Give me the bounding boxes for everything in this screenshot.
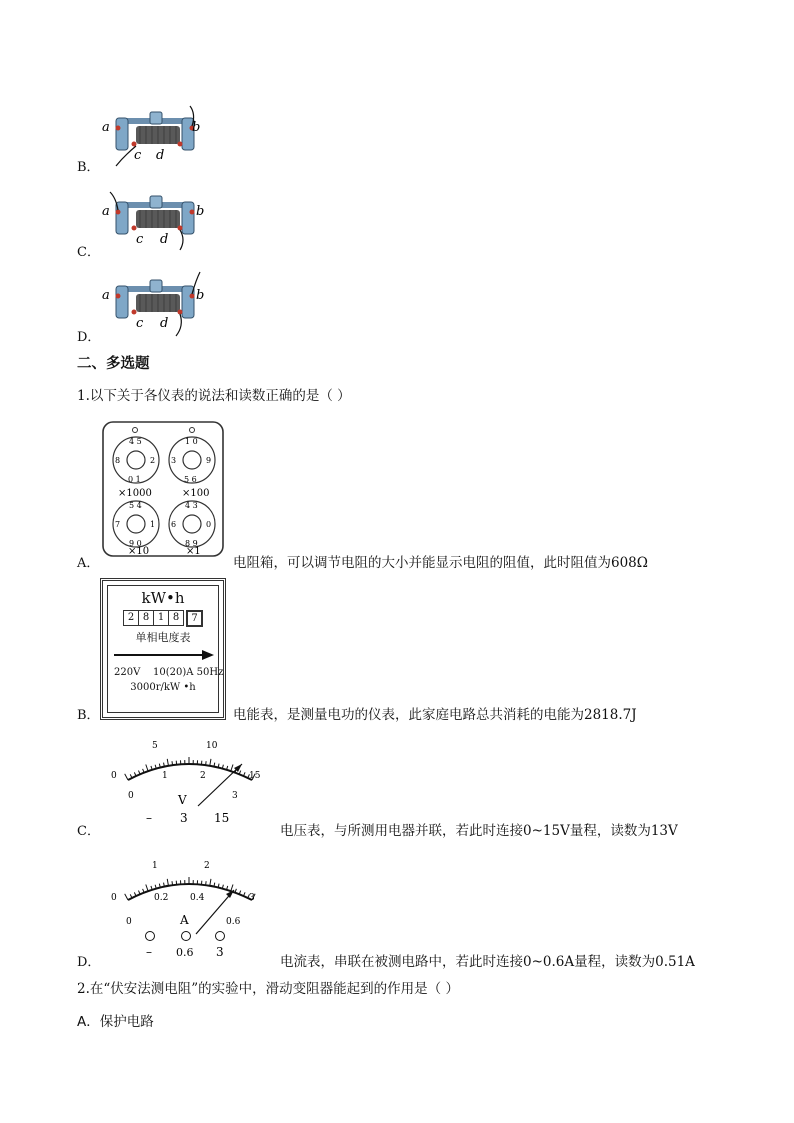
digit: 2 <box>123 610 139 626</box>
terminal-a: a <box>102 120 110 135</box>
multiplier-100: ×100 <box>182 488 210 499</box>
scale-tick <box>125 894 128 900</box>
upper-tick-label: 1 <box>152 861 158 871</box>
terminal-c: c <box>134 148 142 163</box>
terminal-d: d <box>160 316 169 331</box>
terminal-d: d <box>160 232 169 247</box>
lower-tick-label: 0.2 <box>154 893 169 903</box>
dial-10 <box>113 501 159 548</box>
rheostat-image-d <box>96 270 206 342</box>
terminal-a: a <box>102 288 110 303</box>
scale-tick <box>210 879 211 886</box>
terminal-0-6: 0.6 <box>176 946 194 959</box>
svg-text:5 6: 5 6 <box>184 475 197 484</box>
scale-tick <box>125 774 128 780</box>
section-title: 二、多选题 <box>77 356 150 372</box>
lower-tick-label: 0.4 <box>190 893 205 903</box>
meter-digits <box>108 610 218 627</box>
q2-option-a: A．保护电路 <box>77 1014 154 1030</box>
upper-tick-label: 0 <box>111 893 117 903</box>
digit: 1 <box>154 610 169 626</box>
option-d-label: D． <box>77 330 101 345</box>
energy-meter-image <box>100 578 226 720</box>
lower-tick-label: 0 <box>126 917 132 927</box>
svg-text:9 0: 9 0 <box>129 539 142 548</box>
ammeter-image <box>106 852 266 964</box>
dial-1 <box>169 501 215 548</box>
scale-tick <box>210 759 211 766</box>
dial-100 <box>169 437 215 484</box>
terminal-15: 15 <box>214 811 230 825</box>
rheostat-image-c <box>96 188 206 258</box>
q1-option-a-label: A． <box>77 556 100 571</box>
svg-text:3: 3 <box>171 456 177 465</box>
rheostat-image-b <box>96 104 206 174</box>
svg-text:4 5: 4 5 <box>129 437 142 446</box>
scale-tick <box>167 879 168 886</box>
terminal-a: a <box>102 204 110 219</box>
voltmeter-image <box>106 734 266 826</box>
q1-option-c-text: 电压表，与所测用电器并联，若此时连接0~15V量程，读数为13V <box>280 823 678 839</box>
upper-tick-label: 15 <box>249 771 261 781</box>
upper-tick-label: 5 <box>152 741 158 751</box>
resistance-box-image <box>100 420 226 558</box>
svg-text:7: 7 <box>115 520 121 529</box>
q1-option-a-text: 电阻箱，可以调节电阻的大小并能显示电阻的阻值，此时阻值为608Ω <box>233 555 648 571</box>
terminal-circle <box>216 932 225 941</box>
scale-tick <box>146 765 148 772</box>
lower-tick-label: 0 <box>128 791 134 801</box>
svg-text:0 1: 0 1 <box>128 475 141 484</box>
dial-1000 <box>113 437 159 484</box>
question-2-text: 2.在“伏安法测电阻”的实验中，滑动变阻器能起到的作用是（ ） <box>77 981 459 997</box>
lower-tick-label: 0.6 <box>226 917 241 927</box>
svg-text:9: 9 <box>206 456 212 465</box>
svg-text:6: 6 <box>171 520 177 529</box>
terminal-b: b <box>196 288 205 303</box>
meter-symbol: A <box>180 913 189 927</box>
lower-tick-label: 2 <box>200 771 206 781</box>
terminal-b: b <box>196 204 205 219</box>
upper-tick-label: 3 <box>249 893 255 903</box>
meter-symbol: V <box>178 793 187 807</box>
scale-tick <box>167 759 168 766</box>
svg-text:8 9: 8 9 <box>185 539 198 548</box>
option-b-label: B． <box>77 160 100 175</box>
svg-text:4 3: 4 3 <box>185 501 198 510</box>
terminal-negative: – <box>146 945 152 959</box>
meter-unit: kW•h <box>141 589 185 607</box>
svg-text:2: 2 <box>150 456 156 465</box>
svg-text:8: 8 <box>115 456 121 465</box>
meter-name: 单相电度表 <box>135 631 191 644</box>
terminal-negative: – <box>146 811 152 825</box>
scale-tick <box>231 884 233 891</box>
q1-option-d-text: 电流表，串联在被测电路中，若此时连接0~0.6A量程，读数为0.51A <box>280 954 695 970</box>
upper-tick-label: 2 <box>204 861 210 871</box>
terminal-circle <box>182 932 191 941</box>
q1-option-b-label: B． <box>77 708 100 723</box>
q1-option-b-text: 电能表，是测量电功的仪表，此家庭电路总共消耗的电能为2818.7J <box>233 707 637 723</box>
terminal-c: c <box>136 316 144 331</box>
multiplier-10: ×10 <box>128 546 150 557</box>
terminal-c: c <box>136 232 144 247</box>
question-1-text: 1.以下关于各仪表的说法和读数正确的是（ ） <box>77 388 351 404</box>
q1-option-c-label: C． <box>77 824 100 839</box>
terminal-3: 3 <box>216 945 224 959</box>
multiplier-1000: ×1000 <box>118 488 152 499</box>
meter-spec-2: 3000r/kW •h <box>130 682 196 693</box>
digit: 8 <box>139 610 154 626</box>
terminal-d: d <box>156 148 165 163</box>
meter-spec-1: 220V 10(20)A 50Hz <box>114 667 224 678</box>
svg-text:1: 1 <box>150 520 156 529</box>
upper-tick-label: 0 <box>111 771 117 781</box>
scale-tick <box>206 761 207 765</box>
svg-text:0: 0 <box>206 520 212 529</box>
scale-tick <box>146 885 148 892</box>
terminal-3: 3 <box>180 811 188 825</box>
upper-tick-label: 10 <box>206 741 218 751</box>
terminal-circle <box>146 932 155 941</box>
option-c-label: C． <box>77 245 100 260</box>
scale-tick <box>172 761 173 765</box>
lower-tick-label: 3 <box>232 791 238 801</box>
scale-tick <box>206 881 207 885</box>
digit: 8 <box>169 610 184 626</box>
lower-tick-label: 1 <box>162 771 168 781</box>
q1-option-d-label: D． <box>77 955 101 970</box>
rotation-arrow-icon <box>108 647 218 663</box>
scale-tick <box>231 764 233 771</box>
digit-decimal: 7 <box>186 610 203 627</box>
terminal-b: b <box>192 120 201 135</box>
svg-text:1 0: 1 0 <box>185 437 198 446</box>
svg-text:5 4: 5 4 <box>129 501 142 510</box>
multiplier-1: ×1 <box>186 546 201 557</box>
scale-tick <box>172 881 173 885</box>
